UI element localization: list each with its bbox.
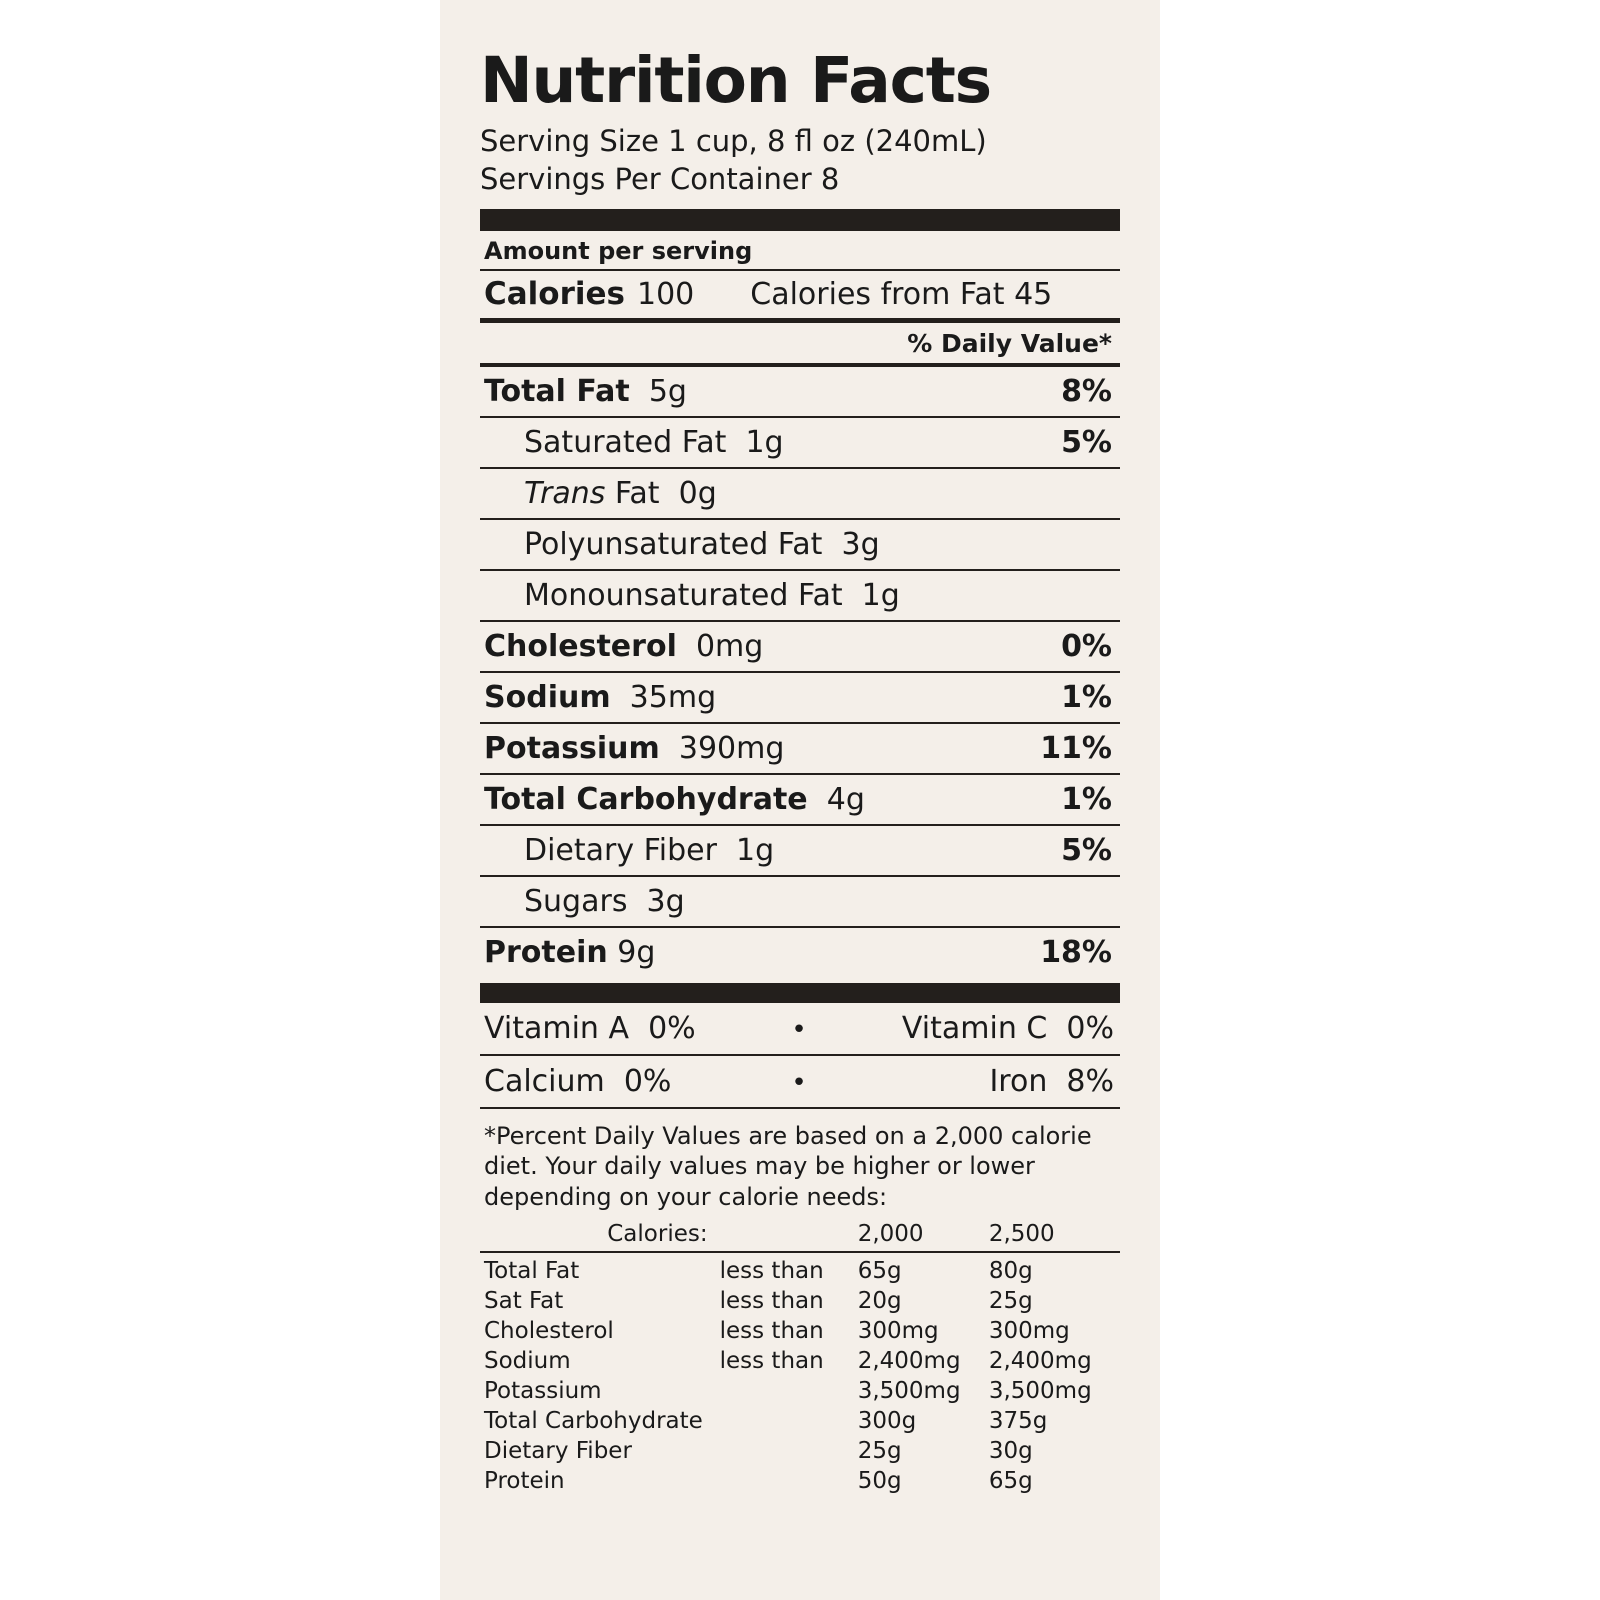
- row-label: Protein: [484, 1467, 565, 1494]
- row-label: Sat Fat: [484, 1287, 564, 1314]
- nutrient-name: Total Fat: [484, 373, 630, 409]
- bullet-separator-icon: •: [791, 1067, 807, 1098]
- table-row: [480, 1286, 1120, 1316]
- table-header-row: [480, 1219, 1120, 1252]
- nutrient-amount: 0mg: [695, 628, 764, 664]
- vitamin-name: Iron: [989, 1063, 1048, 1099]
- nutrient-row-sodium: [480, 671, 1120, 722]
- calories-row: [480, 271, 1120, 318]
- column-header-2500: 2,500: [988, 1220, 1055, 1247]
- nutrient-pct: 8%: [1061, 373, 1112, 409]
- nutrient-name: Trans: [524, 475, 606, 511]
- nutrient-name: Monounsaturated Fat: [524, 577, 843, 613]
- nutrient-row-sugars: [480, 875, 1120, 926]
- nutrient-pct: 11%: [1040, 730, 1112, 766]
- daily-value-reference-table: [480, 1219, 1120, 1496]
- vitamin-name: Vitamin C: [901, 1010, 1048, 1046]
- row-qualifier: less than: [719, 1317, 824, 1344]
- nutrient-row-total-fat: [480, 363, 1120, 416]
- row-value-2500: 2,400mg: [988, 1347, 1092, 1374]
- calories-from-fat: Calories from Fat 45: [750, 276, 1053, 312]
- row-value-2000: 300g: [857, 1407, 917, 1434]
- nutrient-name: Sugars: [524, 883, 628, 919]
- nutrient-row-saturated-fat: [480, 416, 1120, 467]
- nutrient-amount: 4g: [826, 781, 865, 817]
- nutrient-amount: 390mg: [678, 730, 785, 766]
- row-label: Potassium: [484, 1377, 602, 1404]
- row-value-2500: 30g: [988, 1437, 1033, 1464]
- row-label: Total Carbohydrate: [484, 1407, 703, 1434]
- bullet-separator-icon: •: [791, 1014, 807, 1045]
- nutrient-row-protein: [480, 926, 1120, 977]
- vitamin-name: Vitamin A: [484, 1010, 629, 1046]
- nutrient-row-monounsaturated-fat: [480, 569, 1120, 620]
- row-qualifier: less than: [720, 1252, 858, 1286]
- row-label: Cholesterol: [484, 1317, 614, 1344]
- row-value-2500: 65g: [988, 1467, 1033, 1494]
- row-qualifier: [720, 1376, 858, 1406]
- table-row: [480, 1252, 1120, 1286]
- nutrient-amount: 9g: [617, 934, 656, 970]
- row-label: Dietary Fiber: [484, 1437, 632, 1464]
- vitamin-name: Calcium: [484, 1063, 605, 1099]
- nutrient-amount: 1g: [861, 577, 900, 613]
- calories-label: Calories: [484, 275, 625, 312]
- page-title: Nutrition Facts: [480, 44, 991, 117]
- row-qualifier: less than: [719, 1347, 824, 1374]
- nutrient-amount: 0g: [678, 475, 717, 511]
- row-qualifier: [720, 1406, 858, 1436]
- nutrient-pct: 5%: [1061, 424, 1112, 460]
- vitamin-pct: 0%: [648, 1010, 696, 1046]
- row-value-2500: 300mg: [988, 1317, 1070, 1344]
- table-row: [480, 1436, 1120, 1466]
- row-value-2500: 375g: [988, 1407, 1048, 1434]
- nutrient-amount: 35mg: [629, 679, 717, 715]
- servings-per-container-text: Servings Per Container 8: [480, 162, 840, 197]
- nutrient-pct: 0%: [1061, 628, 1112, 664]
- nutrient-name: Dietary Fiber: [524, 832, 717, 868]
- row-value-2000: 300mg: [857, 1317, 939, 1344]
- nutrient-name: Potassium: [484, 730, 660, 766]
- row-value-2000: 3,500mg: [857, 1377, 961, 1404]
- nutrient-pct: 1%: [1061, 781, 1112, 817]
- nutrient-pct: 5%: [1061, 832, 1112, 868]
- nutrient-row-potassium: [480, 722, 1120, 773]
- nutrient-amount: 1g: [745, 424, 784, 460]
- daily-value-header: % Daily Value*: [907, 328, 1112, 358]
- serving-size-text: Serving Size 1 cup, 8 fl oz (240mL): [480, 124, 987, 159]
- row-qualifier: [720, 1466, 858, 1496]
- row-label: Sodium: [484, 1347, 571, 1374]
- vitamin-row-calcium-iron: [480, 1054, 1120, 1107]
- row-value-2000: 2,400mg: [857, 1347, 961, 1374]
- nutrient-row-total-carbohydrate: [480, 773, 1120, 824]
- nutrient-row-trans-fat: [480, 467, 1120, 518]
- divider-thick-vitamins: [480, 983, 1120, 1003]
- nutrient-name: Protein: [484, 934, 608, 970]
- row-value-2500: 25g: [988, 1287, 1033, 1314]
- table-row: [480, 1376, 1120, 1406]
- row-qualifier: [720, 1436, 858, 1466]
- nutrient-pct: 1%: [1061, 679, 1112, 715]
- nutrient-name-suffix: Fat: [614, 475, 660, 511]
- table-row: [480, 1406, 1120, 1436]
- nutrition-facts-label: [480, 44, 1120, 1496]
- nutrient-amount: 3g: [841, 526, 880, 562]
- nutrient-name: Cholesterol: [484, 628, 677, 664]
- table-row: [480, 1466, 1120, 1496]
- nutrient-row-cholesterol: [480, 620, 1120, 671]
- row-label: Total Fat: [480, 1252, 720, 1286]
- vitamin-pct: 0%: [1066, 1010, 1114, 1046]
- vitamin-pct: 8%: [1066, 1063, 1114, 1099]
- row-qualifier: less than: [719, 1287, 824, 1314]
- nutrient-amount: 3g: [646, 883, 685, 919]
- row-value-2000: 50g: [857, 1467, 902, 1494]
- column-header-2000: 2,000: [857, 1220, 924, 1247]
- nutrient-row-polyunsaturated-fat: [480, 518, 1120, 569]
- vitamin-row-a-c: [480, 1003, 1120, 1054]
- table-row: [480, 1346, 1120, 1376]
- divider-thick-top: [480, 209, 1120, 231]
- table-row: [480, 1316, 1120, 1346]
- amount-per-serving-heading: Amount per serving: [484, 236, 753, 265]
- nutrient-name: Saturated Fat: [524, 424, 727, 460]
- row-value-2000: 65g: [858, 1252, 989, 1286]
- nutrition-label-panel: [440, 0, 1160, 1600]
- row-value-2000: 20g: [857, 1287, 902, 1314]
- nutrient-pct: 18%: [1040, 934, 1112, 970]
- row-value-2500: 3,500mg: [988, 1377, 1092, 1404]
- nutrient-name: Polyunsaturated Fat: [524, 526, 823, 562]
- calories-column-header: Calories:: [607, 1220, 708, 1247]
- row-value-2500: 80g: [989, 1252, 1120, 1286]
- nutrient-row-dietary-fiber: [480, 824, 1120, 875]
- vitamin-pct: 0%: [623, 1063, 672, 1099]
- nutrient-name: Sodium: [484, 679, 611, 715]
- nutrient-amount: 1g: [735, 832, 775, 868]
- row-value-2000: 25g: [857, 1437, 902, 1464]
- daily-value-footnote: *Percent Daily Values are based on a 2,000 calorie diet. Your daily values may be higher or lower depending on your calorie needs:: [484, 1121, 1092, 1212]
- calories-value: 100: [636, 276, 695, 312]
- nutrient-amount: 5g: [648, 373, 687, 409]
- nutrient-name: Total Carbohydrate: [484, 781, 808, 817]
